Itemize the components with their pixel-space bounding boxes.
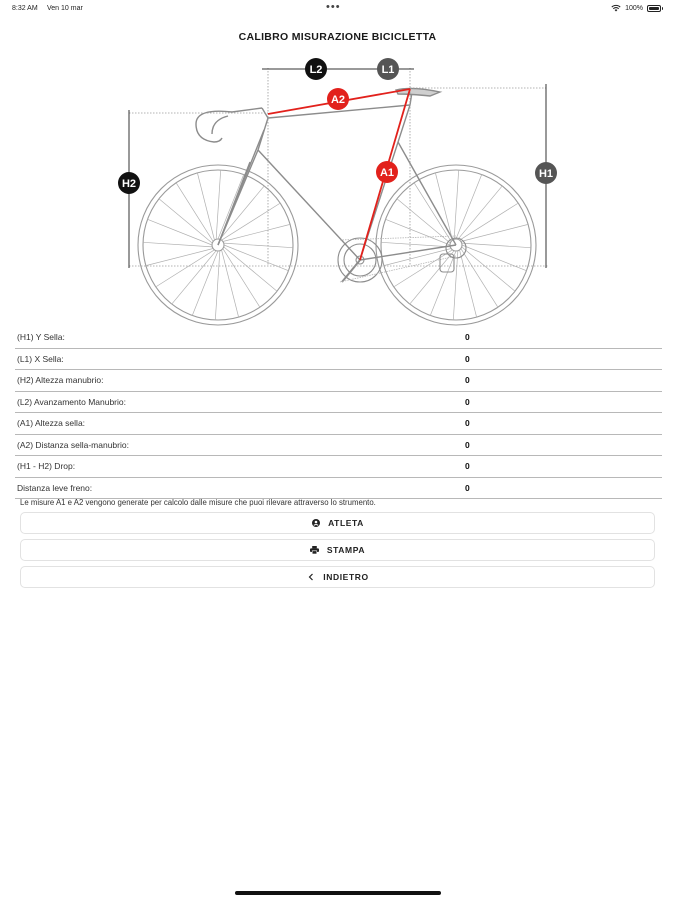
marker-l1-text: L1 — [381, 64, 395, 76]
wheel-spoke — [224, 243, 293, 248]
multitasking-dots[interactable]: ••• — [326, 1, 341, 13]
wheel-spoke — [216, 170, 221, 239]
measurement-label: (L2) Avanzamento Manubrio: — [17, 396, 126, 407]
wheel-spoke — [430, 251, 456, 315]
measurement-value: 0 — [465, 332, 470, 342]
measurement-row-h2 — [15, 370, 662, 392]
measurement-value: 0 — [465, 396, 470, 407]
marker-a1 — [376, 161, 398, 183]
measurement-value: 0 — [465, 418, 470, 428]
wheel-spoke — [224, 247, 277, 291]
wheel-spoke — [454, 170, 459, 239]
wheel-spoke — [148, 219, 212, 245]
marker-a2 — [327, 88, 349, 110]
measurement-row-a1 — [15, 413, 662, 435]
battery-percent: 100% — [625, 4, 643, 12]
measurement-value: 0 — [465, 375, 470, 385]
marker-a1-text: A1 — [379, 167, 395, 179]
measurement-value: 0 — [465, 461, 470, 471]
page-title: CALIBRO MISURAZIONE BICICLETTA — [238, 31, 437, 43]
measurement-row-drop — [15, 456, 662, 478]
back-button-label: INDIETRO — [323, 572, 369, 582]
measurement-row-l1 — [15, 349, 662, 371]
wheel-spoke — [410, 251, 454, 304]
athlete-button-label: ATLETA — [328, 518, 364, 528]
wheel-spoke — [143, 242, 212, 247]
marker-l2-text: L2 — [309, 64, 323, 76]
print-button[interactable] — [20, 539, 655, 561]
wheel-spoke — [456, 175, 482, 239]
chevron-left-icon — [306, 573, 315, 582]
wheel-spoke — [224, 245, 288, 271]
measurement-label: Distanza leve freno: — [17, 482, 93, 493]
bike-diagram — [0, 50, 675, 330]
wheel-spoke — [462, 245, 526, 271]
athlete-button[interactable] — [20, 512, 655, 534]
measurement-row-h1 — [15, 327, 662, 349]
wheel-spoke — [220, 186, 264, 239]
marker-h1 — [535, 162, 557, 184]
measurement-label: (A2) Distanza sella-manubrio: — [17, 439, 129, 450]
home-indicator[interactable] — [235, 891, 441, 895]
measurement-value: 0 — [465, 482, 470, 493]
marker-a2-text: A2 — [330, 94, 346, 106]
wheel-spoke — [386, 219, 450, 245]
marker-l2 — [305, 58, 327, 80]
back-button[interactable] — [20, 566, 655, 588]
marker-h2 — [118, 172, 140, 194]
status-right — [611, 4, 661, 12]
wheel-spoke — [462, 243, 531, 248]
status-bar — [0, 0, 675, 18]
measurement-label: (A1) Altezza sella: — [17, 418, 86, 428]
wheel-spoke — [192, 251, 218, 315]
wheel-spoke — [458, 186, 502, 239]
measurement-row-l2 — [15, 392, 662, 414]
bike-frame — [196, 88, 456, 260]
wheel-spoke — [462, 247, 515, 291]
bike-drawing — [138, 88, 536, 325]
marker-l1 — [377, 58, 399, 80]
status-date: Ven 10 mar — [47, 5, 83, 12]
wifi-icon — [611, 4, 621, 12]
measurement-label: (L1) X Sella: — [17, 353, 64, 364]
person-circle-icon — [311, 519, 320, 528]
info-note: Le misure A1 e A2 vengono generate per calcolo dalle misure che puoi rilevare attraverso lo strumento. — [20, 498, 376, 507]
wheel-spoke — [215, 251, 220, 320]
print-button-label: STAMPA — [326, 545, 366, 555]
measurement-label: (H1 - H2) Drop: — [17, 461, 76, 471]
wheel-spoke — [381, 242, 450, 247]
marker-h1-text: H1 — [538, 168, 554, 180]
wheel-spoke — [218, 175, 244, 239]
measurement-row-brake-levers — [15, 478, 662, 500]
measurement-row-a2 — [15, 435, 662, 457]
measurement-label: (H1) Y Sella: — [17, 332, 65, 342]
measurement-value: 0 — [465, 439, 470, 450]
measurement-label: (H2) Altezza manubrio: — [17, 375, 104, 385]
measurement-value: 0 — [465, 353, 470, 364]
marker-h2-text: H2 — [121, 178, 137, 190]
wheel-spoke — [172, 251, 216, 304]
printer-icon — [310, 546, 319, 555]
wheel-spoke — [159, 199, 212, 243]
measurement-list — [15, 327, 662, 499]
status-time: 8:32 AM — [12, 5, 38, 12]
battery-icon — [647, 5, 661, 12]
